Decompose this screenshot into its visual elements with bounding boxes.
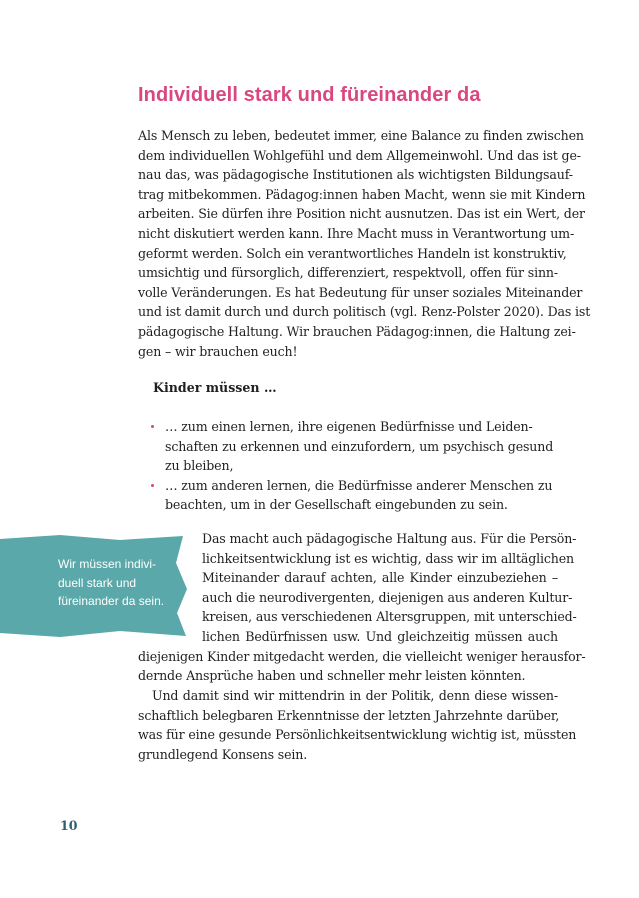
text-line: pädagogische Haltung. Wir brauchen Pädagog:innen, die Haltung zei- [138, 323, 576, 339]
text-line: … zum anderen lernen, die Bedürfnisse anderer Menschen zu [165, 477, 553, 493]
text-line: nau das, was pädagogische Institutionen als wichtigsten Bildungsauf- [138, 167, 573, 183]
list-item [150, 417, 554, 476]
page-number: 10 [60, 818, 78, 833]
text-line: dem individuellen Wohlgefühl und dem Allgemeinwohl. Und das ist ge- [138, 147, 581, 163]
bullet-list [150, 417, 554, 515]
text-line: zu bleiben, [165, 458, 234, 474]
text-line: und ist damit durch und durch politisch (vgl. Renz-Polster 2020). Das ist [138, 304, 591, 320]
paragraph-1 [138, 126, 591, 361]
callout-line: duell stark und [58, 575, 137, 590]
text-line: dernde Ansprüche haben und schneller mehr leisten könnten. [138, 668, 526, 684]
text-line: gen – wir brauchen euch! [138, 343, 298, 359]
text-line: lichkeitsentwicklung ist es wichtig, dass wir im alltäglichen [202, 550, 575, 566]
text-line: beachten, um in der Gesellschaft eingebunden zu sein. [165, 497, 508, 513]
text-line: kreisen, aus verschiedenen Altersgruppen, mit unterschied- [202, 609, 577, 625]
bullet-dot-icon [151, 484, 154, 487]
text-line: lichen Bedürfnissen usw. Und gleichzeitig müssen auch [202, 628, 558, 644]
text-line: volle Veränderungen. Es hat Bedeutung für unser soziales Miteinander [138, 284, 583, 300]
paragraph-2 [138, 529, 586, 686]
text-line: Miteinander darauf achten, alle Kinder einzubeziehen – [202, 570, 558, 586]
text-line: was für eine gesunde Persönlichkeitsentwicklung wichtig ist, müssten [138, 727, 577, 743]
text-line: trag mitbekommen. Pädagog:innen haben Macht, wenn sie mit Kindern [138, 186, 586, 202]
text-line: auch die neurodivergenten, diejenigen aus anderen Kultur- [202, 589, 573, 605]
callout-line: füreinander da sein. [58, 594, 165, 608]
text-line: Das macht auch pädagogische Haltung aus. Für die Persön- [202, 531, 577, 546]
text-line: grundlegend Konsens sein. [138, 746, 308, 762]
callout-line: Wir müssen indivi- [58, 557, 157, 571]
list-heading: Kinder müssen … [153, 380, 277, 395]
text-line: geformt werden. Solch ein verantwortliches Handeln ist konstruktiv, [138, 245, 567, 261]
text-line: Als Mensch zu leben, bedeutet immer, eine Balance zu finden zwischen [138, 128, 584, 143]
section-heading: Individuell stark und füreinander da [138, 84, 481, 106]
text-line: diejenigen Kinder mitgedacht werden, die vielleicht weniger herausfor- [138, 648, 586, 664]
list-item [150, 476, 553, 515]
text-line: … zum einen lernen, ihre eigenen Bedürfnisse und Leiden- [165, 419, 533, 434]
text-line: umsichtig und fürsorglich, differenziert, respektvoll, offen für sinn- [138, 265, 558, 281]
text-line: arbeiten. Sie dürfen ihre Position nicht ausnutzen. Das ist ein Wert, der [138, 206, 585, 222]
text-line: schaftlich belegbaren Erkenntnisse der letzten Jahrzehnte darüber, [138, 707, 560, 723]
paragraph-3 [138, 686, 577, 764]
bullet-dot-icon [151, 425, 154, 428]
text-line: nicht diskutiert werden kann. Ihre Macht muss in Verantwortung um- [138, 225, 575, 241]
text-line: Und damit sind wir mittendrin in der Politik, denn diese wissen- [152, 688, 558, 703]
text-line: schaften zu erkennen und einzufordern, um psychisch gesund [165, 438, 554, 454]
